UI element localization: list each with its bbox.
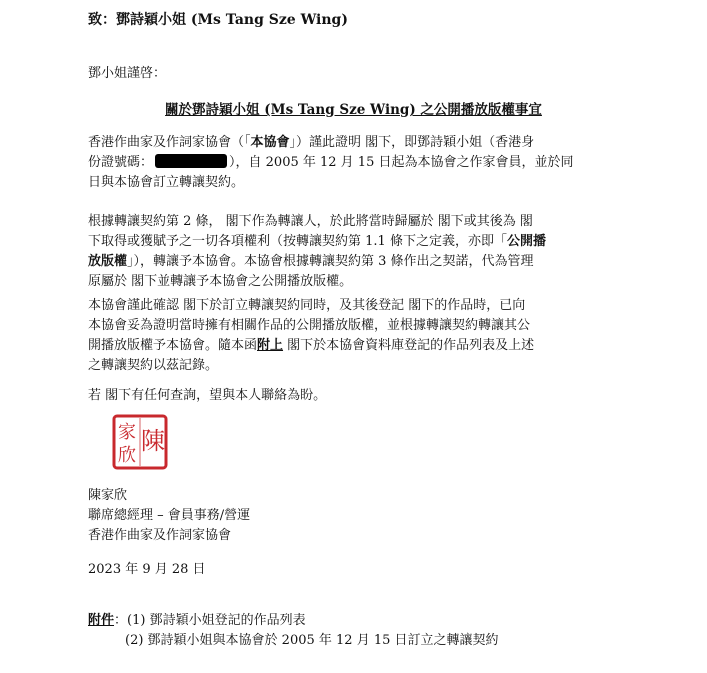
paragraph-line: 放版權」），轉讓予本協會。本協會根據轉讓契約第 3 條作出之契諾，代為管理 bbox=[88, 254, 534, 269]
paragraph-line: 開播放版權予本協會。隨本函附上 閣下於本協會資料庫登記的作品列表及上述 bbox=[88, 338, 535, 353]
seal-char-surname: 陳 bbox=[141, 427, 165, 455]
paragraph-line: 香港作曲家及作詞家協會（「本協會」）謹此證明 閣下，即鄧詩穎小姐（香港身 bbox=[88, 135, 535, 150]
seal-char-given-2: 欣 bbox=[118, 445, 136, 466]
signer-name: 陳家欣 bbox=[88, 488, 128, 503]
attachment-item: (2) 鄧詩穎小姐與本協會於 2005 年 12 月 15 日訂立之轉讓契約 bbox=[125, 633, 499, 648]
signer-organization: 香港作曲家及作詞家協會 bbox=[88, 528, 232, 543]
attachment-item: 附件：(1) 鄧詩穎小姐登記的作品列表 bbox=[88, 613, 306, 628]
paragraph-line: 根據轉讓契約第 2 條， 閣下作為轉讓人，於此將當時歸屬於 閣下或其後為 閣 bbox=[88, 214, 533, 229]
paragraph-line: 本協會謹此確認 閣下於訂立轉讓契約同時，及其後登記 閣下的作品時，已向 bbox=[88, 298, 526, 313]
attachments-label: 附件 bbox=[88, 613, 115, 628]
signer-title: 聯席總經理 – 會員事務/營運 bbox=[88, 508, 251, 523]
paragraph-line: 原屬於 閣下並轉讓予本協會之公開播放版權。 bbox=[88, 274, 353, 289]
letter-subject: 關於鄧詩穎小姐 (Ms Tang Sze Wing) 之公開播放版權事宜 bbox=[165, 102, 542, 118]
paragraph-assignment bbox=[88, 212, 546, 292]
paragraph-line: 之轉讓契約以茲記錄。 bbox=[88, 358, 219, 373]
redaction-bar bbox=[155, 154, 227, 168]
paragraph-confirmation bbox=[88, 296, 534, 376]
paragraph-line: 日與本協會訂立轉讓契約。 bbox=[88, 175, 245, 190]
enclosed-term: 附上 bbox=[257, 338, 284, 353]
letter-date: 2023 年 9 月 28 日 bbox=[88, 562, 206, 577]
attachments bbox=[88, 611, 499, 651]
red-seal-stamp bbox=[112, 414, 168, 470]
signature-block bbox=[88, 486, 250, 546]
paragraph-line: 份證號碼： ），自 2005 年 12 月 15 日起為本協會之作家會員，並於同 bbox=[88, 155, 574, 170]
defined-term: 公開播 bbox=[506, 234, 546, 249]
paragraph-line: 本協會妥為證明當時擁有相關作品的公開播放版權，並根據轉讓契約轉讓其公 bbox=[88, 318, 531, 333]
seal-char-given-1: 家 bbox=[118, 422, 136, 443]
paragraph-line: 下取得或獲賦予之一切各項權利（按轉讓契約第 1.1 條下之定義，亦即「公開播 bbox=[88, 234, 546, 249]
recipient-line: 致：鄧詩穎小姐 (Ms Tang Sze Wing) bbox=[88, 12, 348, 28]
closing-line: 若 閣下有任何查詢，望與本人聯絡為盼。 bbox=[88, 388, 327, 403]
defined-term: 放版權 bbox=[88, 254, 128, 269]
defined-term: 本協會 bbox=[250, 135, 290, 150]
paragraph-membership bbox=[88, 133, 573, 193]
salutation: 鄧小姐謹啓： bbox=[88, 66, 167, 81]
